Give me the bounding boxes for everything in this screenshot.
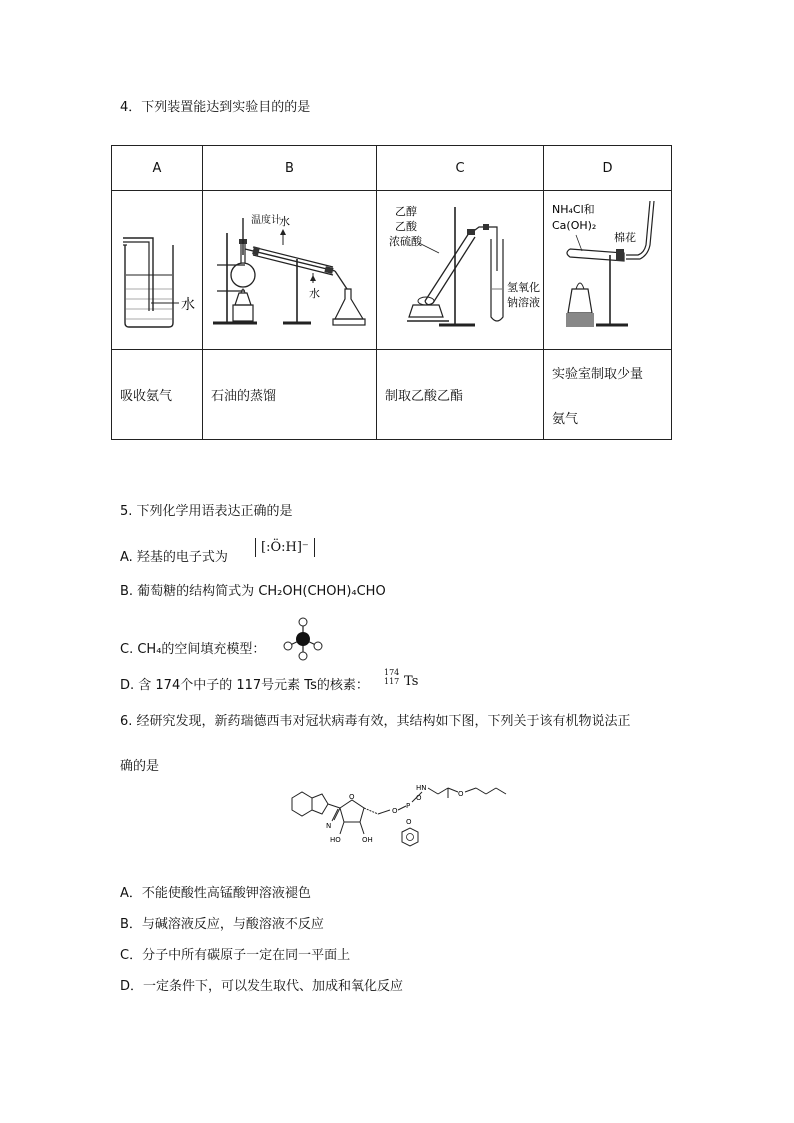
desc-d-line2: 氨气 [552, 411, 579, 427]
nuclide-atomic-number: 117 [384, 677, 400, 686]
ester-figure [379, 193, 541, 343]
nuclide-mass-number: 174 [384, 668, 400, 677]
label-water-a: 水 [181, 297, 195, 313]
phenoxy-oxygen: O [406, 818, 412, 826]
amine-hn: HN [416, 784, 427, 792]
figure-b-cell [203, 191, 377, 350]
ester-oxygen: O [458, 790, 464, 798]
methane-model-icon [280, 616, 326, 662]
nuclide-numbers [384, 668, 399, 686]
label-ethanol: 乙醇 [395, 205, 417, 218]
desc-a: 吸收氨气 [112, 350, 203, 440]
q6-option-c: C．分子中所有碳原子一定在同一平面上 [120, 948, 351, 963]
label-naoh-1: 氢氧化 [507, 281, 540, 294]
hydroxyl-electron-formula: [:Ö:H]⁻ [255, 538, 315, 557]
q5-option-a: A. 羟基的电子式为 [120, 550, 228, 565]
figure-a-cell [112, 191, 203, 350]
figure-c-cell [377, 191, 544, 350]
desc-d [544, 350, 672, 440]
q6-option-a: A．不能使酸性高锰酸钾溶液褪色 [120, 886, 311, 901]
nitrile-n: N [326, 822, 332, 830]
ammonia-figure [546, 193, 670, 343]
phosphoryl-oxygen: O [416, 794, 422, 802]
beaker-figure [113, 193, 201, 343]
q6-stem-line2: 确的是 [120, 759, 160, 774]
link-oxygen: O [392, 807, 398, 815]
label-caoh2: Ca(OH)₂ [551, 219, 596, 232]
hydroxyl-2: OH [362, 836, 373, 844]
header-d: D [544, 146, 672, 191]
q6-stem-line1: 6. 经研究发现，新药瑞德西韦对冠状病毒有效，其结构如下图，下列关于该有机物说法正 [120, 714, 631, 729]
q6-option-b: B．与碱溶液反应，与酸溶液不反应 [120, 917, 324, 932]
desc-c: 制取乙酸乙酯 [377, 350, 544, 440]
phosphorus: P [406, 802, 411, 810]
label-acetic-acid: 乙酸 [395, 220, 417, 233]
nuclide-symbol: Ts [404, 674, 419, 689]
header-b: B [203, 146, 377, 191]
hydroxyl-1: HO [330, 836, 341, 844]
q6-option-d: D．一定条件下，可以发生取代、加成和氧化反应 [120, 979, 404, 994]
label-nh4cl: NH₄Cl和 [551, 203, 595, 216]
remdesivir-structure-figure [282, 780, 510, 852]
figure-d-cell [544, 191, 672, 350]
q5-option-c: C. CH₄的空间填充模型： [120, 642, 266, 657]
label-thermometer: 温度计 [250, 215, 281, 226]
label-sulfuric-acid: 浓硫酸 [389, 235, 422, 248]
header-a: A [112, 146, 203, 191]
q5-option-d: D. 含 174个中子的 117号元素 Ts的核素： [120, 678, 369, 693]
ring-oxygen: O [349, 793, 355, 801]
label-water-b-top: 水 [278, 215, 290, 228]
header-c: C [377, 146, 544, 191]
label-cotton: 棉花 [613, 231, 636, 244]
q4-stem: 4．下列装置能达到实验目的的是 [120, 100, 311, 115]
distillation-figure [205, 193, 375, 343]
label-naoh-2: 钠溶液 [507, 296, 540, 309]
desc-b: 石油的蒸馏 [203, 350, 377, 440]
desc-d-line1: 实验室制取少量 [552, 366, 644, 382]
label-water-b-bottom: 水 [308, 287, 320, 300]
q5-stem: 5. 下列化学用语表达正确的是 [120, 504, 293, 519]
apparatus-table [111, 145, 672, 440]
q5-option-b: B. 葡萄糖的结构简式为 CH₂OH(CHOH)₄CHO [120, 584, 386, 599]
